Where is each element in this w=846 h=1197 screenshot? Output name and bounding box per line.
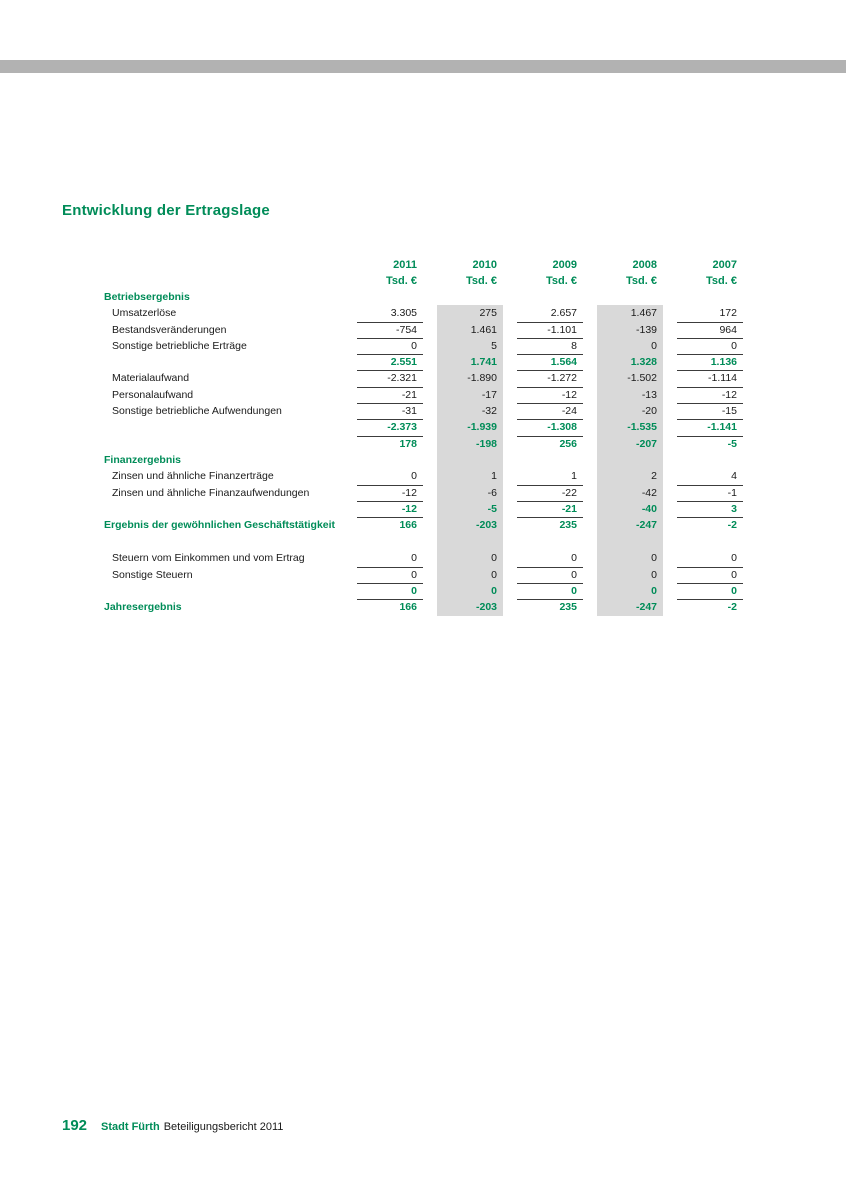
column-header-year-2011: 2011 (393, 259, 417, 271)
value-cell: 0 (597, 550, 663, 567)
row-label: Sonstige betriebliche Erträge (112, 339, 247, 352)
value-cell: -5 (437, 501, 503, 518)
value-cell: 4 (677, 468, 743, 485)
table-row (104, 533, 744, 550)
value-cell: 0 (357, 338, 423, 355)
value-cell: 166 (399, 601, 417, 614)
row-label: Materialaufwand (112, 372, 190, 385)
row-label: Steuern vom Einkommen und vom Ertrag (112, 552, 305, 565)
table-row (104, 322, 744, 338)
table-row (104, 485, 744, 501)
value-cell: -13 (597, 387, 663, 404)
value-cell: -31 (357, 403, 423, 420)
value-cell: 2.657 (517, 305, 583, 322)
value-cell: 2 (597, 468, 663, 485)
value-cell: -1.890 (437, 370, 503, 387)
column-header-unit-2007: Tsd. € (706, 275, 737, 287)
value-cell: -1.308 (517, 419, 583, 436)
value-cell: -15 (677, 403, 743, 420)
value-cell: -198 (437, 436, 503, 452)
column-header-unit-2011: Tsd. € (386, 275, 417, 287)
value-cell: 5 (437, 338, 503, 355)
table-row (104, 403, 744, 419)
row-label (104, 533, 343, 550)
row-label (104, 501, 343, 518)
row-label: Zinsen und ähnliche Finanzerträge (112, 470, 274, 483)
value-cell: 235 (559, 601, 577, 614)
row-label: Sonstige betriebliche Aufwendungen (112, 405, 282, 418)
header-label-spacer (104, 273, 343, 289)
row-label (104, 436, 343, 452)
value-cell: 0 (597, 567, 663, 584)
table-row (104, 436, 744, 452)
value-cell: 0 (437, 583, 503, 600)
row-label (104, 354, 343, 371)
empty-cell (437, 452, 503, 468)
value-cell: 0 (517, 567, 583, 584)
column-header-year-2010: 2010 (472, 259, 497, 271)
value-cell: -2 (727, 519, 737, 532)
value-cell: -5 (727, 437, 737, 450)
value-cell: 0 (437, 567, 503, 584)
table-row (104, 289, 744, 305)
page-footer (62, 1117, 283, 1134)
value-cell: 3.305 (357, 305, 423, 322)
column-header-year-2008: 2008 (632, 259, 657, 271)
value-cell: 0 (517, 550, 583, 567)
value-cell: 0 (357, 550, 423, 567)
column-header-unit-2009: Tsd. € (546, 275, 577, 287)
value-cell: 1.741 (437, 354, 503, 371)
value-cell: -32 (437, 403, 503, 420)
value-cell: 8 (517, 338, 583, 355)
table-header (104, 257, 744, 289)
table-row (104, 468, 744, 484)
value-cell: 0 (677, 550, 743, 567)
value-cell: 1.328 (597, 354, 663, 371)
table-body (104, 289, 744, 616)
column-header-unit-2010: Tsd. € (466, 275, 497, 287)
value-cell: 166 (399, 519, 417, 532)
empty-cell (437, 533, 503, 550)
row-label (104, 583, 343, 600)
earnings-table (104, 257, 744, 616)
value-cell: 0 (677, 338, 743, 355)
value-cell: -1.141 (677, 419, 743, 436)
row-label (104, 419, 343, 436)
empty-cell (357, 533, 423, 550)
value-cell: 3 (677, 501, 743, 518)
value-cell: -1 (677, 485, 743, 502)
value-cell: -21 (357, 387, 423, 404)
value-cell: 0 (597, 583, 663, 600)
top-divider-bar (0, 60, 846, 73)
page-number: 192 (62, 1117, 88, 1134)
footer-report-title: Beteiligungsbericht 2011 (163, 1121, 284, 1133)
empty-cell (597, 289, 663, 305)
table-row (104, 370, 744, 386)
value-cell: 1.136 (677, 354, 743, 371)
value-cell: -1.101 (517, 322, 583, 339)
value-cell: -1.939 (437, 419, 503, 436)
table-row (104, 517, 744, 533)
value-cell: 0 (437, 550, 503, 567)
table-row (104, 567, 744, 583)
table-row (104, 452, 744, 468)
value-cell: 2.551 (357, 354, 423, 371)
value-cell: -754 (357, 322, 423, 339)
value-cell: 0 (357, 567, 423, 584)
row-label: Umsatzerlöse (112, 307, 177, 320)
value-cell: -22 (517, 485, 583, 502)
table-row (104, 338, 744, 354)
value-cell: 256 (559, 437, 577, 450)
column-header-year-2009: 2009 (552, 259, 577, 271)
value-cell: -12 (357, 485, 423, 502)
empty-cell (677, 289, 743, 305)
table-row (104, 550, 744, 566)
value-cell: 0 (597, 338, 663, 355)
row-label: Ergebnis der gewöhnlichen Geschäftstätigkeit (104, 519, 336, 532)
table-row (104, 599, 744, 615)
value-cell: -24 (517, 403, 583, 420)
table-row (104, 354, 744, 370)
header-label-spacer (104, 257, 343, 273)
column-header-unit-2008: Tsd. € (626, 275, 657, 287)
table-row (104, 583, 744, 599)
value-cell: 0 (357, 468, 423, 485)
value-cell: 178 (399, 437, 417, 450)
value-cell: 1 (437, 468, 503, 485)
row-label: Personalaufwand (112, 388, 194, 401)
value-cell: -207 (597, 436, 663, 452)
value-cell: 0 (357, 583, 423, 600)
empty-cell (357, 452, 423, 468)
value-cell: 275 (437, 305, 503, 322)
value-cell: 235 (559, 519, 577, 532)
table-row (104, 387, 744, 403)
value-cell: -2 (727, 601, 737, 614)
value-cell: -1.535 (597, 419, 663, 436)
value-cell: -247 (597, 599, 663, 615)
row-label: Betriebsergebnis (104, 291, 190, 303)
empty-cell (677, 452, 743, 468)
empty-cell (597, 533, 663, 550)
table-row (104, 501, 744, 517)
value-cell: -12 (517, 387, 583, 404)
value-cell: -12 (357, 501, 423, 518)
value-cell: 964 (677, 322, 743, 339)
value-cell: -1.502 (597, 370, 663, 387)
empty-cell (437, 289, 503, 305)
value-cell: -247 (597, 517, 663, 533)
value-cell: -6 (437, 485, 503, 502)
empty-cell (357, 289, 423, 305)
empty-cell (597, 452, 663, 468)
value-cell: -139 (597, 322, 663, 339)
row-label: Jahresergebnis (104, 601, 182, 614)
value-cell: -17 (437, 387, 503, 404)
value-cell: 1 (517, 468, 583, 485)
value-cell: -42 (597, 485, 663, 502)
value-cell: -12 (677, 387, 743, 404)
value-cell: -2.321 (357, 370, 423, 387)
value-cell: -203 (437, 599, 503, 615)
value-cell: 0 (677, 583, 743, 600)
empty-cell (517, 289, 583, 305)
value-cell: -20 (597, 403, 663, 420)
empty-cell (517, 452, 583, 468)
row-label: Finanzergebnis (104, 453, 182, 466)
table-row (104, 305, 744, 321)
value-cell: 0 (677, 567, 743, 584)
value-cell: -1.272 (517, 370, 583, 387)
value-cell: -2.373 (357, 419, 423, 436)
table-row (104, 419, 744, 435)
row-label: Bestandsveränderungen (112, 323, 227, 336)
value-cell: 0 (517, 583, 583, 600)
value-cell: -203 (437, 517, 503, 533)
empty-cell (677, 533, 743, 550)
value-cell: 172 (677, 305, 743, 322)
value-cell: 1.467 (597, 305, 663, 322)
row-label: Zinsen und ähnliche Finanzaufwendungen (112, 486, 310, 499)
footer-publisher: Stadt Fürth (101, 1121, 160, 1133)
column-header-year-2007: 2007 (712, 259, 737, 271)
table-header-row (104, 257, 744, 273)
page-title: Entwicklung der Ertragslage (62, 202, 270, 219)
value-cell: -1.114 (677, 370, 743, 387)
value-cell: -21 (517, 501, 583, 518)
value-cell: 1.564 (517, 354, 583, 371)
empty-cell (517, 533, 583, 550)
value-cell: -40 (597, 501, 663, 518)
row-label: Sonstige Steuern (112, 568, 193, 581)
value-cell: 1.461 (437, 322, 503, 339)
table-header-row (104, 273, 744, 289)
